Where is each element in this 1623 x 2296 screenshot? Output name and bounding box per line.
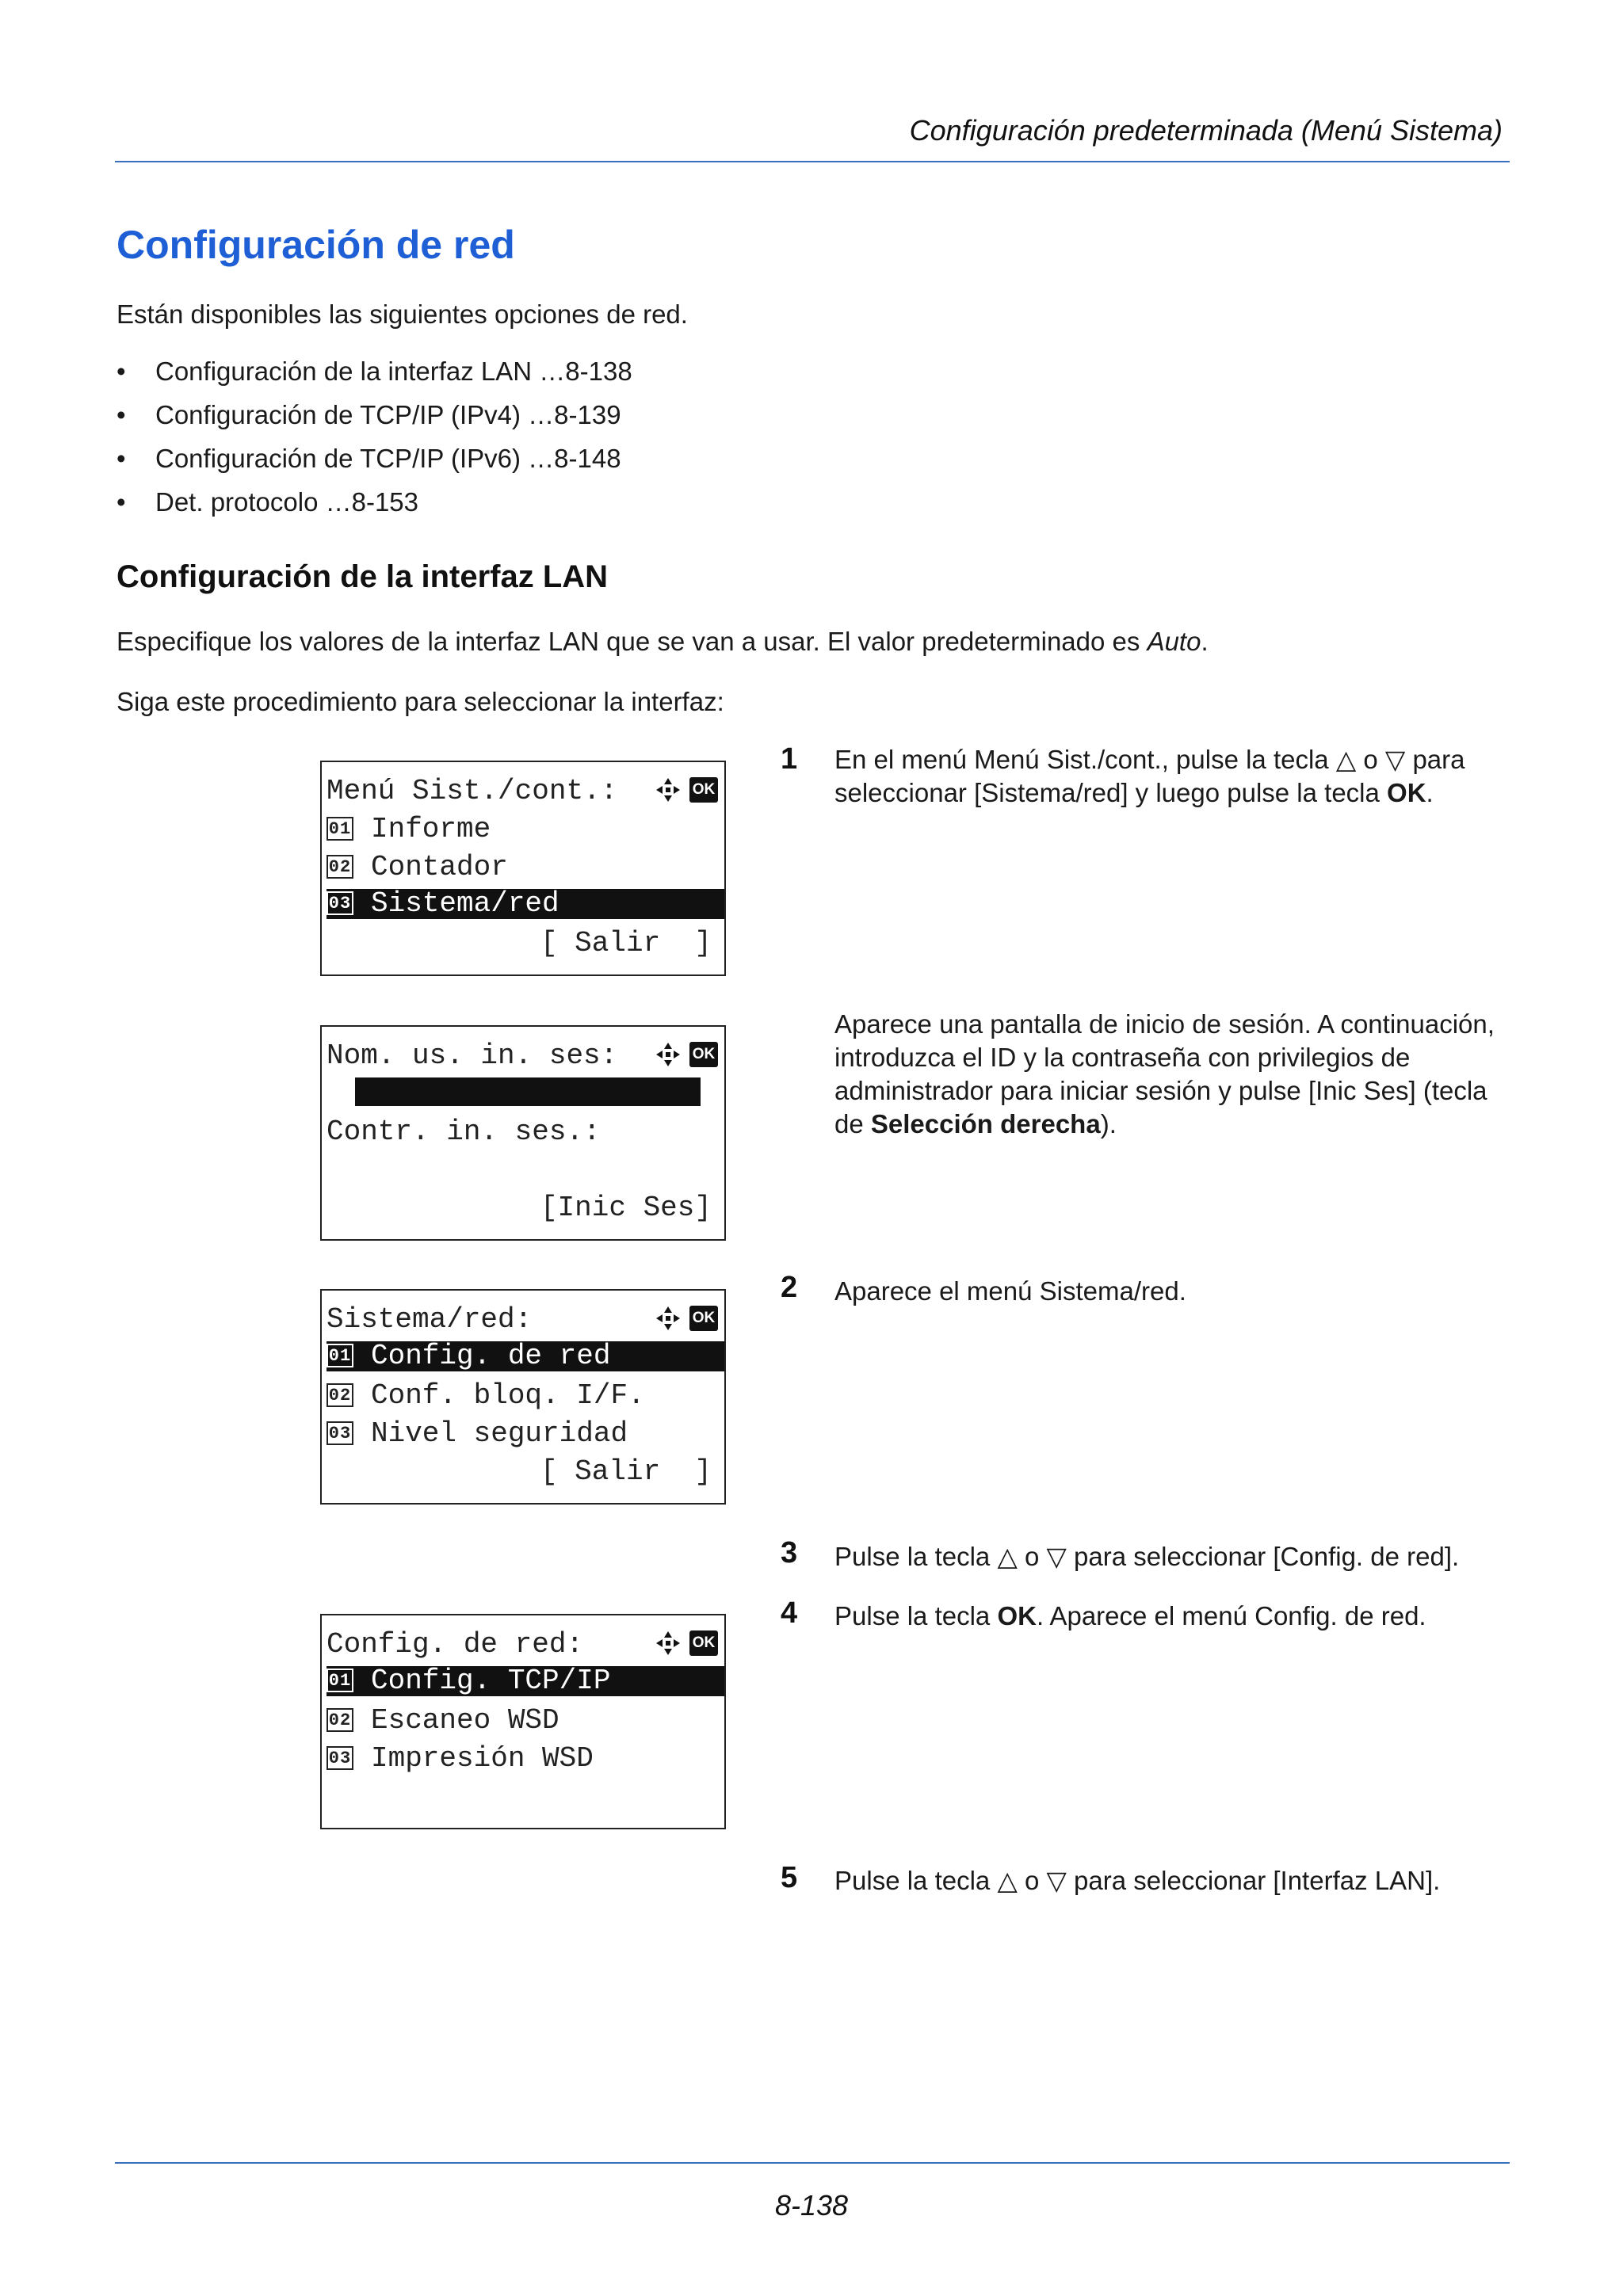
list-item — [116, 444, 632, 487]
lcd-menu-item[interactable]: 03 Nivel seguridad — [327, 1419, 724, 1449]
lcd-menu-item-selected[interactable]: 03 Sistema/red — [327, 889, 724, 919]
step-number: 3 — [781, 1536, 798, 1569]
step-number: 5 — [781, 1861, 798, 1894]
dpad-icon — [655, 1041, 682, 1068]
softkey-salir[interactable]: [ Salir ] — [540, 1455, 712, 1488]
lcd-nav-icons — [655, 1628, 718, 1658]
step-text: Pulse la tecla OK. Aparece el menú Config. de red. — [834, 1601, 1426, 1630]
lcd-sistema-red — [320, 1289, 726, 1505]
username-input[interactable] — [355, 1077, 701, 1106]
lcd-title: Config. de red: — [327, 1628, 584, 1661]
softkey-login[interactable]: [Inic Ses] — [540, 1192, 712, 1224]
step-text: Aparece el menú Sistema/red. — [834, 1276, 1186, 1306]
lcd-title: Menú Sist./cont.: — [327, 775, 618, 807]
subsection-title: Configuración de la interfaz LAN — [116, 559, 609, 594]
step-number: 4 — [781, 1596, 798, 1630]
header-rule — [115, 161, 1510, 162]
step-text: Pulse la tecla △ o ▽ para seleccionar [Config. de red]. — [834, 1542, 1460, 1571]
bullet-icon: • — [116, 400, 126, 429]
link-tcpip-ipv4[interactable]: Configuración de TCP/IP (IPv4) …8-139 — [155, 400, 621, 429]
lcd-title: Sistema/red: — [327, 1303, 533, 1336]
link-tcpip-ipv6[interactable]: Configuración de TCP/IP (IPv6) …8-148 — [155, 444, 621, 473]
link-protocol[interactable]: Det. protocolo …8-153 — [155, 487, 419, 517]
step-number: 2 — [781, 1271, 798, 1304]
bullet-icon: • — [116, 444, 126, 473]
footer-rule — [115, 2162, 1510, 2164]
lcd-nav-icons — [655, 1039, 718, 1070]
dpad-icon — [655, 1630, 682, 1657]
lcd-login — [320, 1025, 726, 1241]
lcd-menu-item[interactable]: 02 Escaneo WSD — [327, 1706, 724, 1736]
page-number: 8-138 — [774, 2189, 849, 2222]
lcd-password-label: Contr. in. ses.: — [327, 1116, 601, 1148]
lcd-user-label: Nom. us. in. ses: — [327, 1039, 618, 1072]
subsection-description: Especifique los valores de la interfaz LAN que se van a usar. El valor predeterminado es Auto. — [116, 627, 1209, 656]
section-title: Configuración de red — [116, 223, 515, 267]
dpad-icon — [655, 776, 682, 803]
lcd-menu-item-selected[interactable]: 01 Config. TCP/IP — [327, 1666, 724, 1696]
lcd-menu-item[interactable]: 01 Informe — [327, 814, 724, 845]
list-item — [116, 487, 632, 531]
lcd-menu-item[interactable]: 03 Impresión WSD — [327, 1744, 724, 1774]
lcd-nav-icons — [655, 775, 718, 805]
ok-icon: OK — [689, 777, 718, 803]
lcd-menu-item[interactable]: 02 Conf. bloq. I/F. — [327, 1381, 724, 1411]
list-item — [116, 357, 632, 400]
ok-icon: OK — [689, 1042, 718, 1067]
dpad-icon — [655, 1305, 682, 1332]
softkey-salir[interactable]: [ Salir ] — [540, 927, 712, 959]
running-header: Configuración predeterminada (Menú Sistema) — [909, 114, 1503, 147]
lcd-menu-sistema — [320, 761, 726, 976]
option-list — [116, 357, 632, 531]
step-text: Pulse la tecla △ o ▽ para seleccionar [Interfaz LAN]. — [834, 1866, 1441, 1895]
lcd-config-red — [320, 1614, 726, 1829]
lcd-nav-icons — [655, 1303, 718, 1333]
lcd-menu-item[interactable]: 02 Contador — [327, 852, 724, 883]
bullet-icon: • — [116, 357, 126, 386]
bullet-icon: • — [116, 487, 126, 517]
step-text: En el menú Menú Sist./cont., pulse la tecla △ o ▽ para seleccionar [Sistema/red] y luego pulse la tecla OK. — [834, 745, 1465, 807]
ok-icon: OK — [689, 1630, 718, 1656]
step-number: 1 — [781, 742, 798, 776]
link-lan-interface[interactable]: Configuración de la interfaz LAN …8-138 — [155, 357, 632, 386]
procedure-intro: Siga este procedimiento para seleccionar la interfaz: — [116, 687, 724, 716]
lcd-menu-item-selected[interactable]: 01 Config. de red — [327, 1341, 724, 1371]
login-note: Aparece una pantalla de inicio de sesión. A continuación, introduzca el ID y la contraseña con privilegios de administrador para iniciar sesión y pulse [Inic Ses] (tecla de Selección derecha). — [834, 1009, 1495, 1138]
list-item — [116, 400, 632, 444]
section-intro: Están disponibles las siguientes opciones de red. — [116, 299, 688, 329]
ok-icon: OK — [689, 1306, 718, 1331]
